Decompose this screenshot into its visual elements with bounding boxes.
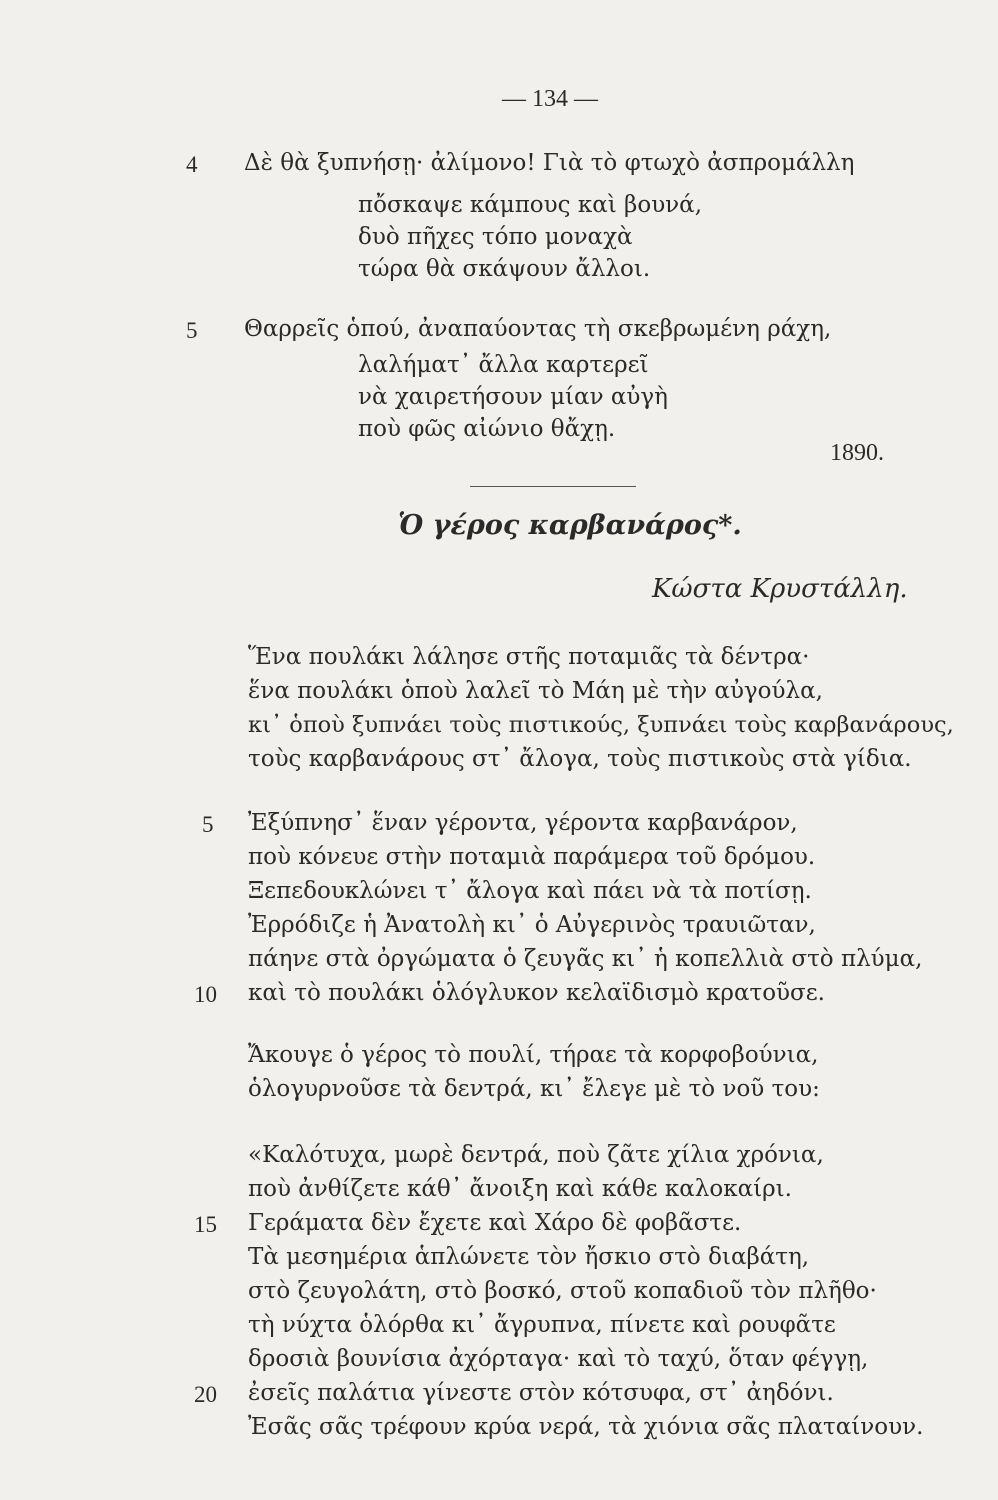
line-number: 20 — [194, 1382, 217, 1407]
verse-line: δροσιὰ βουνίσια ἀχόρταγα· καὶ τὸ ταχύ, ὅταν φέγγῃ, — [248, 1346, 869, 1372]
line-number: 10 — [194, 982, 217, 1007]
stanza-number: 5 — [186, 318, 198, 343]
verse-line: Ἐσᾶς σᾶς τρέφουν κρύα νερά, τὰ χιόνια σᾶς πλαταίνουν. — [248, 1414, 924, 1440]
stanza-number: 4 — [186, 152, 198, 177]
verse-line: Δὲ θὰ ξυπνήσῃ· ἀλίμονο! Γιὰ τὸ φτωχὸ ἀσπρομάλλη — [244, 150, 855, 176]
verse-line: Ἐρρόδιζε ἡ Ἀνατολὴ κι᾽ ὁ Αὐγερινὸς τραυιῶταν, — [248, 912, 816, 938]
verse-line: ὁλογυρνοῦσε τὰ δεντρά, κι᾽ ἔλεγε μὲ τὸ νοῦ του: — [248, 1076, 820, 1102]
verse-line: στὸ ζευγολάτη, στὸ βοσκό, στοῦ κοπαδιοῦ τὸν πλῆθο· — [248, 1278, 877, 1304]
verse-line: Ἐξύπνησ᾽ ἕναν γέροντα, γέροντα καρβανάρον, — [248, 810, 798, 836]
poem-author: Κώστα Κρυστάλλη. — [652, 574, 908, 604]
verse-line: τὴ νύχτα ὁλόρθα κι᾽ ἄγρυπνα, πίνετε καὶ ρουφᾶτε — [248, 1312, 836, 1338]
verse-line: καὶ τὸ πουλάκι ὁλόγλυκον κελαϊδισμὸ κρατοῦσε. — [248, 980, 825, 1006]
verse-line: Ἄκουγε ὁ γέρος τὸ πουλί, τήραε τὰ κορφοβούνια, — [248, 1042, 819, 1068]
verse-line: κι᾽ ὁποὺ ξυπνάει τοὺς πιστικούς, ξυπνάει τοὺς καρβανάρους, — [248, 712, 954, 738]
verse-line: πὄσκαψε κάμπους καὶ βουνά, — [358, 192, 703, 218]
verse-line: τοὺς καρβανάρους στ᾽ ἄλογα, τοὺς πιστικοὺς στὰ γίδια. — [248, 746, 912, 772]
verse-line: Τὰ μεσημέρια ἁπλώνετε τὸν ἤσκιο στὸ διαβάτη, — [248, 1244, 810, 1270]
verse-line: ἕνα πουλάκι ὁποὺ λαλεῖ τὸ Μάη μὲ τὴν αὐγούλα, — [248, 678, 823, 704]
verse-line: Γεράματα δὲν ἔχετε καὶ Χάρο δὲ φοβᾶστε. — [248, 1210, 742, 1236]
verse-line: «Καλότυχα, μωρὲ δεντρά, ποὺ ζᾶτε χίλια χρόνια, — [248, 1142, 824, 1168]
verse-line: ποὺ φῶς αἰώνιο θἄχῃ. — [358, 416, 616, 442]
page-number: — 134 — — [502, 86, 598, 112]
verse-line: Ἕνα πουλάκι λάλησε στῆς ποταμιᾶς τὰ δέντρα· — [248, 644, 810, 670]
verse-line: ποὺ κόνευε στὴν ποταμιὰ παράμερα τοῦ δρόμου. — [248, 844, 816, 870]
verse-line: νὰ χαιρετήσουν μίαν αὐγὴ — [358, 384, 668, 410]
verse-line: λαλήματ᾽ ἄλλα καρτερεῖ — [358, 352, 649, 378]
section-divider — [470, 486, 636, 487]
verse-line: ἐσεῖς παλάτια γίνεστε στὸν κότσυφα, στ᾽ ἀηδόνι. — [248, 1380, 834, 1406]
verse-line: Ξεπεδουκλώνει τ᾽ ἄλογα καὶ πάει νὰ τὰ ποτίσῃ. — [248, 878, 812, 904]
verse-line: δυὸ πῆχες τόπο μοναχὰ — [358, 224, 633, 250]
verse-line: ποὺ ἀνθίζετε κάθ᾽ ἄνοιξη καὶ κάθε καλοκαίρι. — [248, 1176, 792, 1202]
poem-title: Ὁ γέρος καρβανάρος*. — [398, 510, 742, 541]
line-number: 15 — [194, 1212, 217, 1237]
verse-line: τώρα θὰ σκάψουν ἄλλοι. — [358, 256, 651, 282]
verse-line: πάηνε στὰ ὀργώματα ὁ ζευγᾶς κι᾽ ἡ κοπελλιὰ στὸ πλύμα, — [248, 946, 923, 972]
verse-line: Θαρρεῖς ὁπού, ἀναπαύοντας τὴ σκεβρωμένη ράχη, — [244, 316, 832, 342]
line-number: 5 — [202, 812, 214, 837]
poem-date: 1890. — [830, 440, 884, 466]
